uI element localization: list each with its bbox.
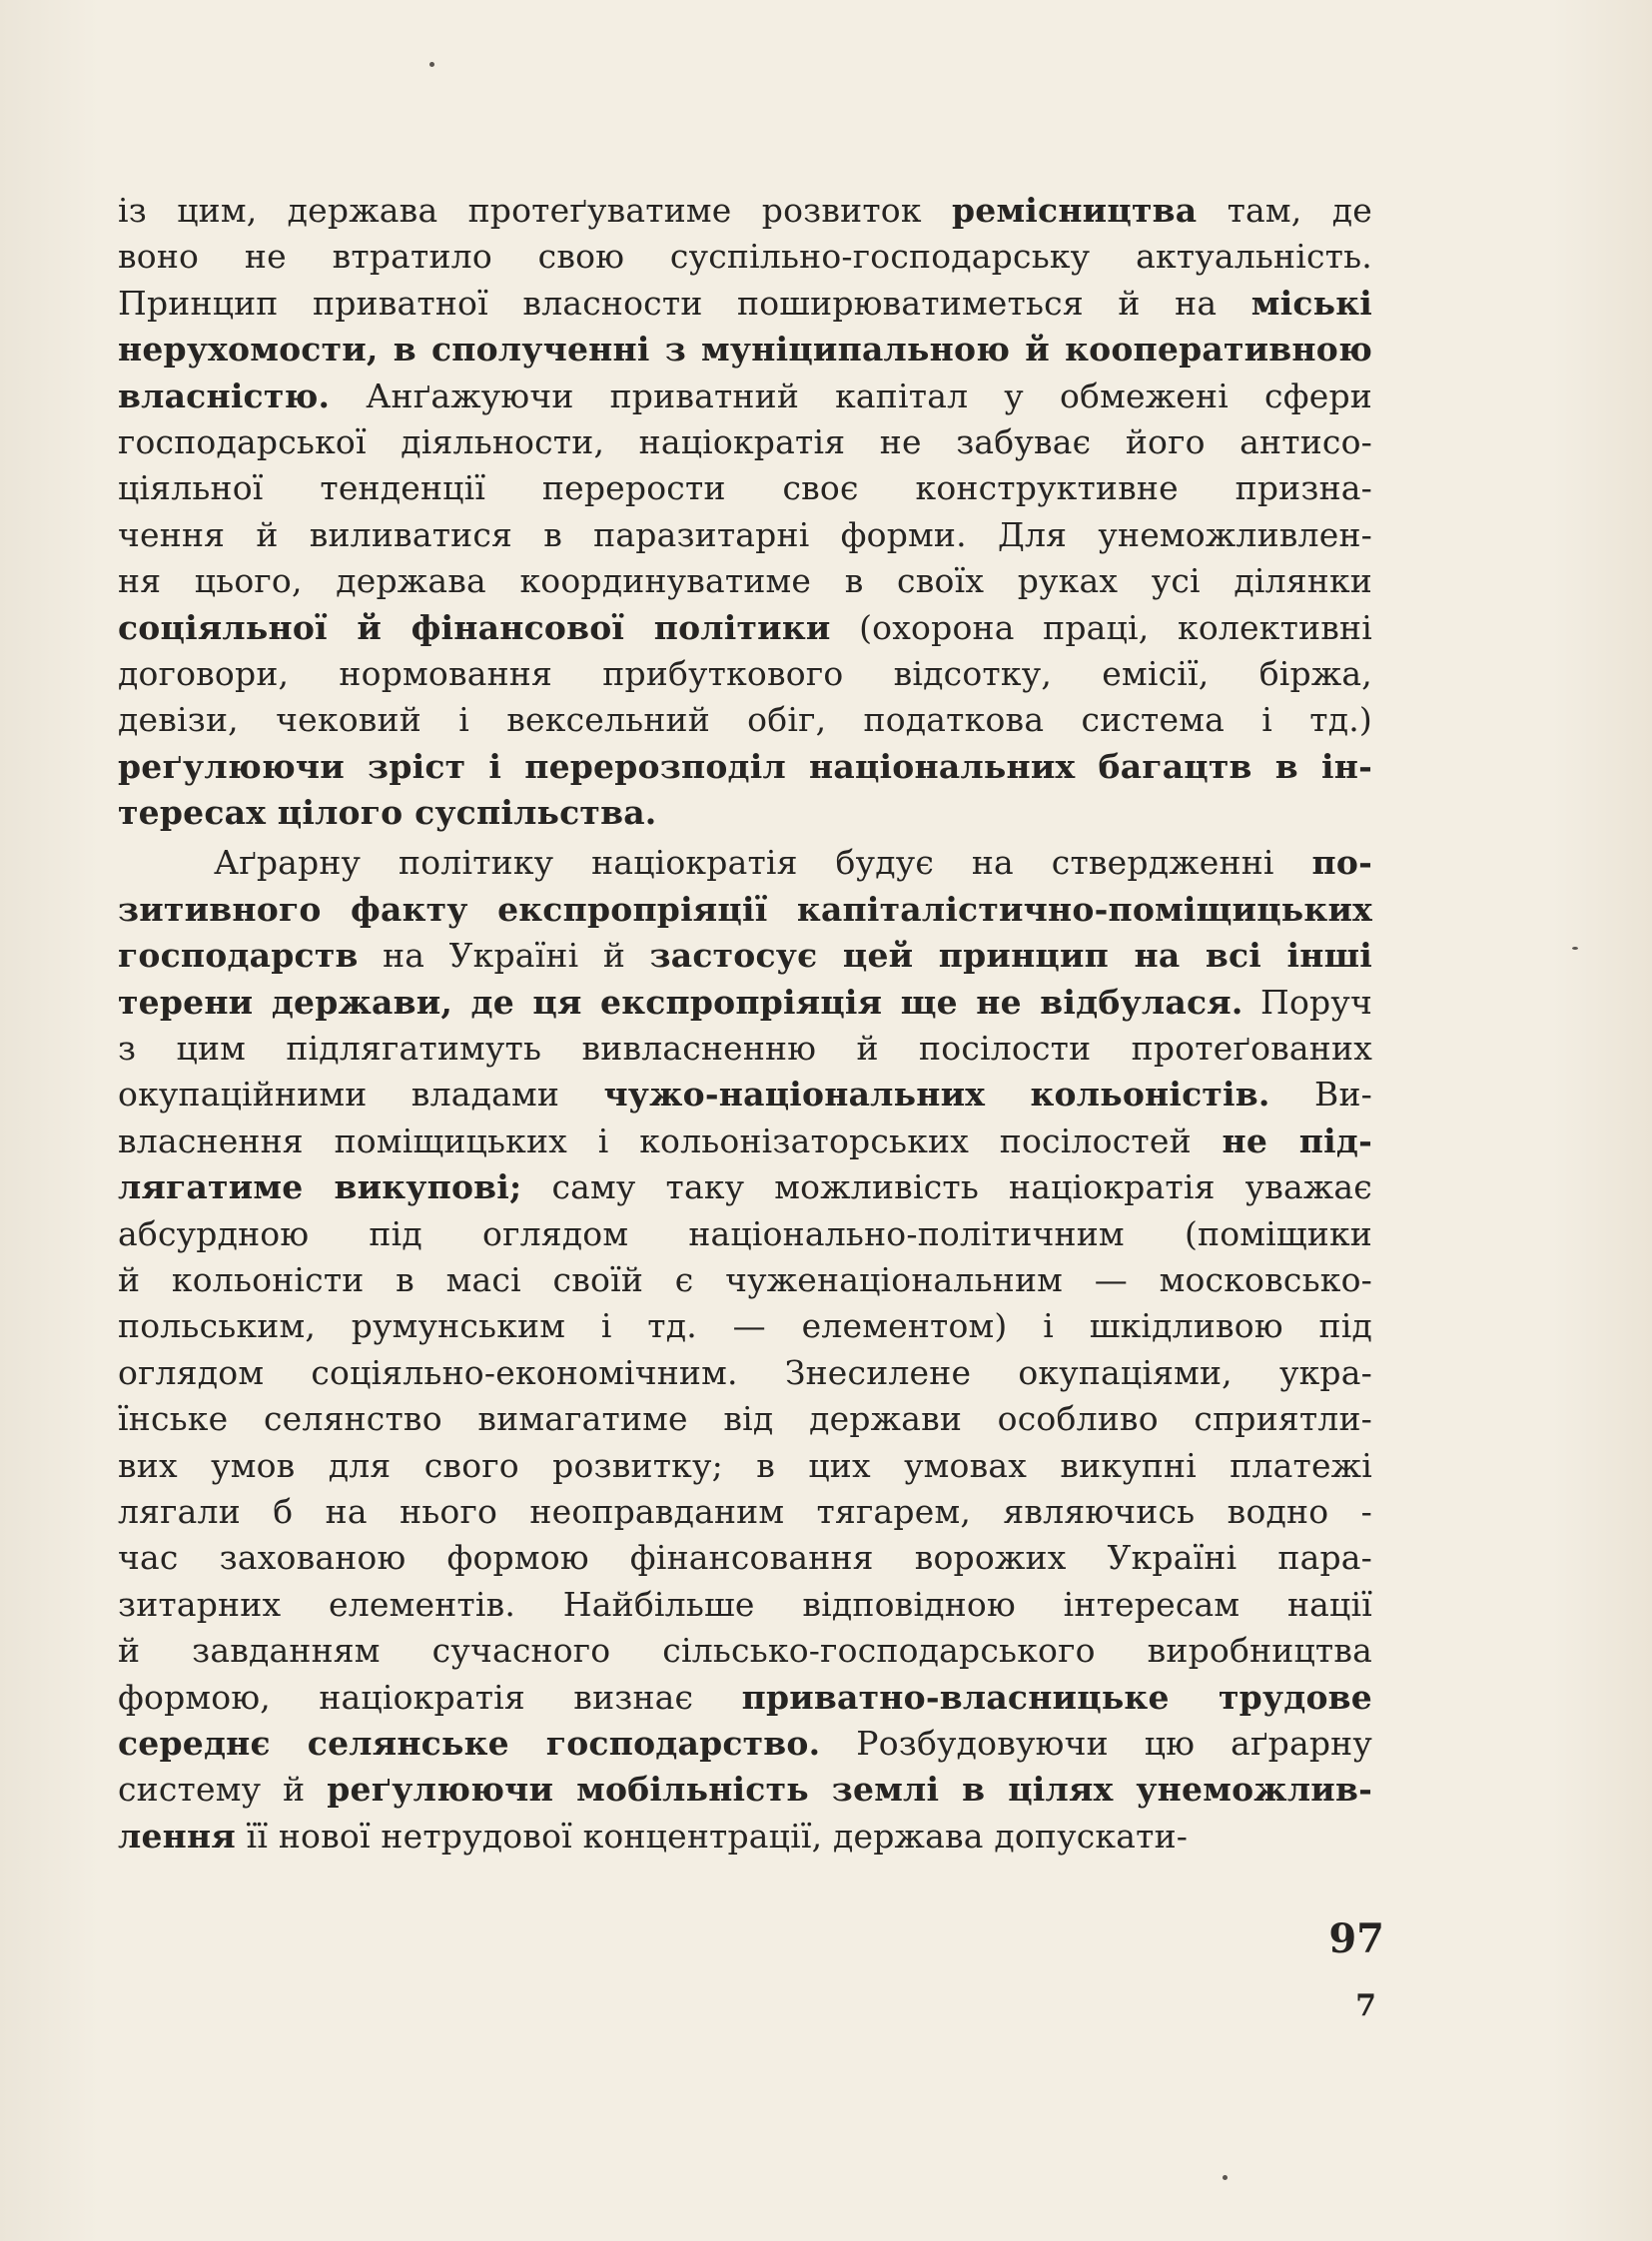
text-line bbox=[118, 1303, 1372, 1349]
bold-text-run: нерухомости, в сполученні з муніципальною й кооперативною bbox=[118, 330, 1372, 370]
text-line bbox=[118, 419, 1372, 465]
text-line bbox=[118, 980, 1372, 1026]
text-line bbox=[118, 1814, 1372, 1860]
text-run: девізи, чековий і вексельний обіг, податкова система і тд.) bbox=[118, 700, 1372, 740]
text-run: господарської діяльности, націократія не забуває його антисо- bbox=[118, 421, 1372, 461]
text-run: абсурдною під оглядом національно-політичним (поміщики bbox=[118, 1213, 1372, 1253]
bold-text-run: соціяльної й фінансової політики bbox=[118, 607, 831, 647]
paragraph bbox=[118, 840, 1372, 1860]
text-run: Аґрарну політику націократія будує на ствердженні bbox=[214, 843, 1312, 883]
text-line bbox=[118, 512, 1372, 558]
bold-text-run: застосує цей принцип на всі інші bbox=[649, 936, 1372, 976]
body-text bbox=[118, 188, 1372, 1860]
text-run: там, де bbox=[1197, 191, 1372, 230]
text-line bbox=[118, 697, 1372, 743]
text-line bbox=[118, 374, 1372, 419]
text-line bbox=[118, 790, 1372, 836]
text-run: ня цього, держава координуватиме в своїх руках усі ділянки bbox=[118, 561, 1372, 601]
text-line bbox=[118, 1257, 1372, 1303]
text-run: й кольоністи в масі своїй є чуженаціональним — московсько- bbox=[118, 1259, 1372, 1299]
bold-text-run: власністю. bbox=[118, 375, 331, 415]
text-run: формою, націократія визнає bbox=[118, 1677, 742, 1717]
paper-speck bbox=[1223, 2175, 1228, 2180]
bold-text-run: терени держави, де ця експропріяція ще не відбулася. bbox=[118, 982, 1243, 1022]
text-line bbox=[118, 1396, 1372, 1442]
text-line bbox=[118, 1211, 1372, 1257]
text-line bbox=[118, 1582, 1372, 1628]
text-run: Принцип приватної власности поширюватиметься й на bbox=[118, 283, 1251, 323]
text-run: саму таку можливість націократія уважає bbox=[521, 1167, 1372, 1207]
text-line bbox=[118, 887, 1372, 933]
bold-text-run: по- bbox=[1311, 843, 1372, 883]
text-line bbox=[118, 933, 1372, 979]
text-line bbox=[118, 1350, 1372, 1396]
text-line bbox=[118, 465, 1372, 511]
text-run: лягали б на нього неоправданим тягарем, являючись водно - bbox=[118, 1491, 1372, 1531]
bold-text-run: приватно-власницьке трудове bbox=[741, 1677, 1372, 1717]
text-line bbox=[118, 1535, 1372, 1581]
text-run: ціяльної тенденції перерости своє конструктивне призна- bbox=[118, 468, 1372, 508]
text-line bbox=[118, 558, 1372, 604]
text-line bbox=[118, 1675, 1372, 1721]
text-run: й завданням сучасного сільсько-господарського виробництва bbox=[118, 1631, 1372, 1671]
text-line bbox=[118, 1628, 1372, 1674]
bold-text-run: тересах цілого суспільства. bbox=[118, 793, 657, 833]
text-line bbox=[118, 234, 1372, 280]
text-line bbox=[118, 744, 1372, 790]
text-run: Поруч bbox=[1242, 982, 1372, 1022]
bold-text-run: лягатиме викупові; bbox=[118, 1167, 522, 1207]
text-run: їнське селянство вимагатиме від держави особливо сприятли- bbox=[118, 1399, 1372, 1439]
text-line bbox=[118, 605, 1372, 651]
text-run: окупаційними владами bbox=[118, 1075, 604, 1115]
text-line bbox=[118, 327, 1372, 373]
paper-speck bbox=[1572, 947, 1578, 950]
bold-text-run: реґулюючи зріст і перерозподіл національних багацтв в ін- bbox=[118, 746, 1372, 786]
text-line bbox=[118, 1072, 1372, 1118]
signature-mark: 7 bbox=[1355, 1988, 1376, 2023]
bold-text-run: середнє селянське господарство. bbox=[118, 1723, 821, 1763]
bold-text-run: господарств bbox=[118, 936, 359, 976]
text-run: (охорона праці, колективні bbox=[830, 607, 1372, 647]
bold-text-run: міські bbox=[1250, 283, 1372, 323]
bold-text-run: чужо-національних кольоністів. bbox=[603, 1075, 1270, 1115]
bold-text-run: реґулюючи мобільність землі в цілях унеможлив- bbox=[327, 1770, 1372, 1810]
text-line bbox=[118, 1164, 1372, 1210]
text-run: польським, румунським і тд. — елементом) і шкідливою під bbox=[118, 1306, 1372, 1346]
text-run: на Україні й bbox=[358, 936, 650, 976]
text-run: воно не втратило свою суспільно-господарську актуальність. bbox=[118, 237, 1372, 277]
text-run: власнення поміщицьких і кольонізаторських посілостей bbox=[118, 1120, 1223, 1160]
text-line bbox=[118, 1026, 1372, 1072]
text-run: із цим, держава протеґуватиме розвиток bbox=[118, 191, 952, 230]
text-line bbox=[118, 1489, 1372, 1535]
text-line bbox=[118, 1443, 1372, 1489]
paper-speck bbox=[429, 62, 434, 67]
text-line bbox=[118, 1721, 1372, 1767]
text-run: вих умов для свого розвитку; в цих умовах викупні платежі bbox=[118, 1445, 1372, 1485]
text-run: Ви- bbox=[1269, 1075, 1373, 1115]
text-run: оглядом соціяльно-економічним. Знесилене окупаціями, укра- bbox=[118, 1352, 1372, 1392]
text-run: договори, нормовання прибуткового відсотку, емісії, біржа, bbox=[118, 653, 1372, 693]
text-line bbox=[118, 188, 1372, 234]
text-line bbox=[118, 281, 1372, 327]
text-line bbox=[118, 651, 1372, 697]
text-run: час захованою формою фінансовання ворожих Україні пара- bbox=[118, 1538, 1372, 1578]
page-number: 97 bbox=[1328, 1915, 1384, 1962]
text-line bbox=[118, 840, 1372, 886]
text-run: Анґажуючи приватний капітал у обмежені сфери bbox=[330, 375, 1372, 415]
bold-text-run: зитивного факту експропріяції капіталістично-поміщицьких bbox=[118, 889, 1372, 929]
text-run: чення й виливатися в паразитарні форми. Для унеможливлен- bbox=[118, 514, 1372, 554]
text-line bbox=[118, 1767, 1372, 1813]
text-run: систему й bbox=[118, 1770, 328, 1810]
bold-text-run: лення bbox=[118, 1816, 236, 1856]
text-run: зитарних елементів. Найбільше відповідною інтересам нації bbox=[118, 1584, 1372, 1624]
bold-text-run: ремісництва bbox=[951, 191, 1198, 230]
paragraph bbox=[118, 188, 1372, 836]
bold-text-run: не під- bbox=[1222, 1120, 1372, 1160]
text-run: з цим підлягатимуть вивласненню й посілости протеґованих bbox=[118, 1029, 1372, 1069]
text-run: її нової нетрудової концентрації, держава допускати- bbox=[235, 1816, 1189, 1856]
text-line bbox=[118, 1119, 1372, 1164]
text-run: Розбудовуючи цю аґрарну bbox=[820, 1723, 1372, 1763]
